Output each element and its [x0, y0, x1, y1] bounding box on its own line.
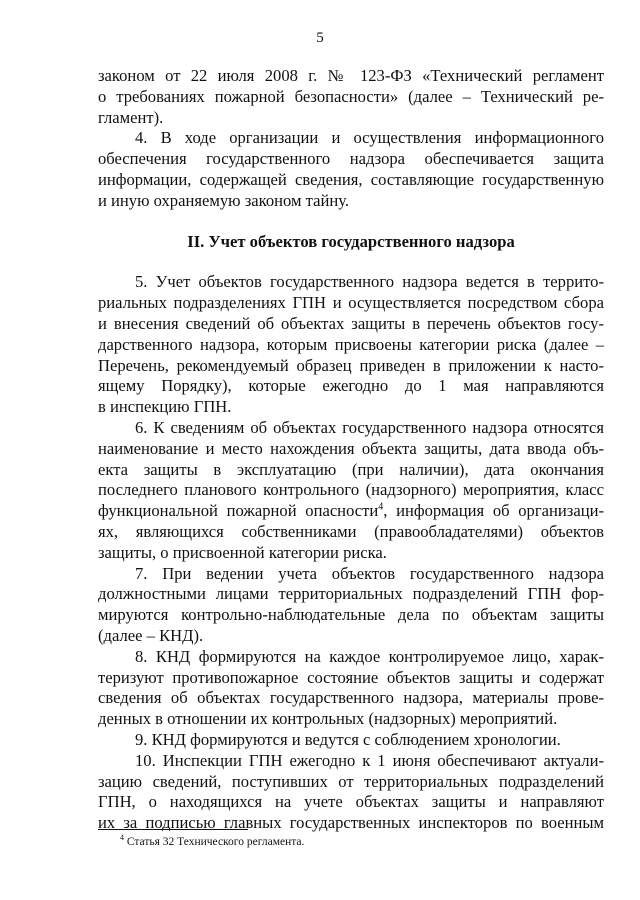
paragraph-line: 4. В ходе организации и осуществления информационного: [135, 128, 604, 148]
paragraph-line: 8. КНД формируются на каждое контролируемое лицо, харак-: [135, 646, 604, 666]
paragraph-line: сведения об объектах государственного надзора, материалы прове-: [98, 688, 604, 708]
paragraph-line: зацию сведений, поступивших от территориальных подразделений: [98, 771, 604, 791]
paragraph-line: 6. К сведениям об объектах государственного надзора относятся: [135, 417, 604, 437]
paragraph-line: должностными лицами территориальных подразделений ГПН фор-: [98, 584, 604, 604]
paragraph-line: законом от 22 июля 2008 г. № 123-ФЗ «Технический регламент: [98, 66, 604, 85]
paragraph-line: 5. Учет объектов государственного надзора ведется в террито-: [135, 272, 604, 292]
footnote-reference: 4: [378, 501, 384, 513]
paragraph-line: (далее – КНД).: [98, 625, 204, 645]
paragraph-line: риальных подразделениях ГПН и осуществляется посредством сбора: [98, 293, 604, 313]
footnote-text: Статья 32 Технического регламента.: [124, 836, 305, 848]
paragraph-line: о требованиях пожарной безопасности» (далее – Технический ре-: [98, 86, 604, 106]
paragraph-line: 9. КНД формируются и ведутся с соблюдением хронологии.: [135, 729, 561, 749]
paragraph-line: дарственного надзора, которым присвоены категории риска (далее –: [98, 334, 604, 354]
footnote-mark: 4: [120, 833, 124, 843]
footnote-separator: [98, 829, 248, 830]
paragraph-line: наименование и место нахождения объекта защиты, дата ввода объ-: [98, 438, 604, 458]
paragraph-intro: [98, 66, 604, 128]
paragraph-line: информации, содержащей сведения, составляющие государственную: [98, 169, 604, 189]
paragraph-line: в инспекцию ГПН.: [98, 397, 232, 417]
page-number: 5: [316, 30, 324, 46]
paragraph-line: последнего планового контрольного (надзорного) мероприятия, класс: [98, 480, 604, 500]
line-text: , информация об организаци-: [383, 501, 604, 521]
paragraph-line: теризуют противопожарное состояние объектов защиты и содержат: [98, 667, 604, 687]
paragraph-4: [98, 128, 604, 211]
paragraph-10: [98, 751, 604, 834]
paragraph-line: 7. При ведении учета объектов государственного надзора: [135, 563, 604, 583]
paragraph-7: [98, 564, 604, 647]
paragraph-line: [98, 501, 604, 522]
paragraph-8: [98, 647, 604, 730]
paragraph-line: екта защиты в эксплуатацию (при наличии), дата окончания: [98, 459, 604, 479]
section-heading: II. Учет объектов государственного надзора: [187, 231, 515, 251]
paragraph-line: обеспечения государственного надзора обеспечивается защита: [98, 149, 604, 169]
paragraph-line: Перечень, рекомендуемый образец приведен в приложении к насто-: [98, 355, 604, 375]
paragraph-9: [98, 730, 604, 751]
paragraph-line: гламент).: [98, 107, 164, 127]
paragraph-6: [98, 418, 604, 564]
paragraph-line: мируются контрольно-наблюдательные дела по объектам защиты: [98, 605, 604, 625]
paragraph-line: ГПН, о находящихся на учете объектах защиты и направляют: [98, 792, 604, 812]
footnote: [120, 835, 304, 850]
document-body: [98, 66, 604, 834]
paragraph-line: ях, являющихся собственниками (правообладателями) объектов: [98, 521, 604, 541]
paragraph-line: и иную охраняемую законом тайну.: [98, 190, 350, 210]
paragraph-line: и внесения сведений об объектах защиты в перечень объектов госу-: [98, 313, 604, 333]
paragraph-line: защиты, о присвоенной категории риска.: [98, 542, 387, 562]
paragraph-line: ящему Порядку), которые ежегодно до 1 мая направляются: [98, 376, 604, 396]
paragraph-line: их за подписью главных государственных инспекторов по военным: [98, 813, 604, 833]
paragraph-5: [98, 272, 604, 418]
paragraph-line: денных в отношении их контрольных (надзорных) мероприятий.: [98, 709, 558, 729]
line-text: функциональной пожарной опасности: [98, 501, 379, 521]
paragraph-line: 10. Инспекции ГПН ежегодно к 1 июня обеспечивают актуали-: [135, 750, 604, 770]
